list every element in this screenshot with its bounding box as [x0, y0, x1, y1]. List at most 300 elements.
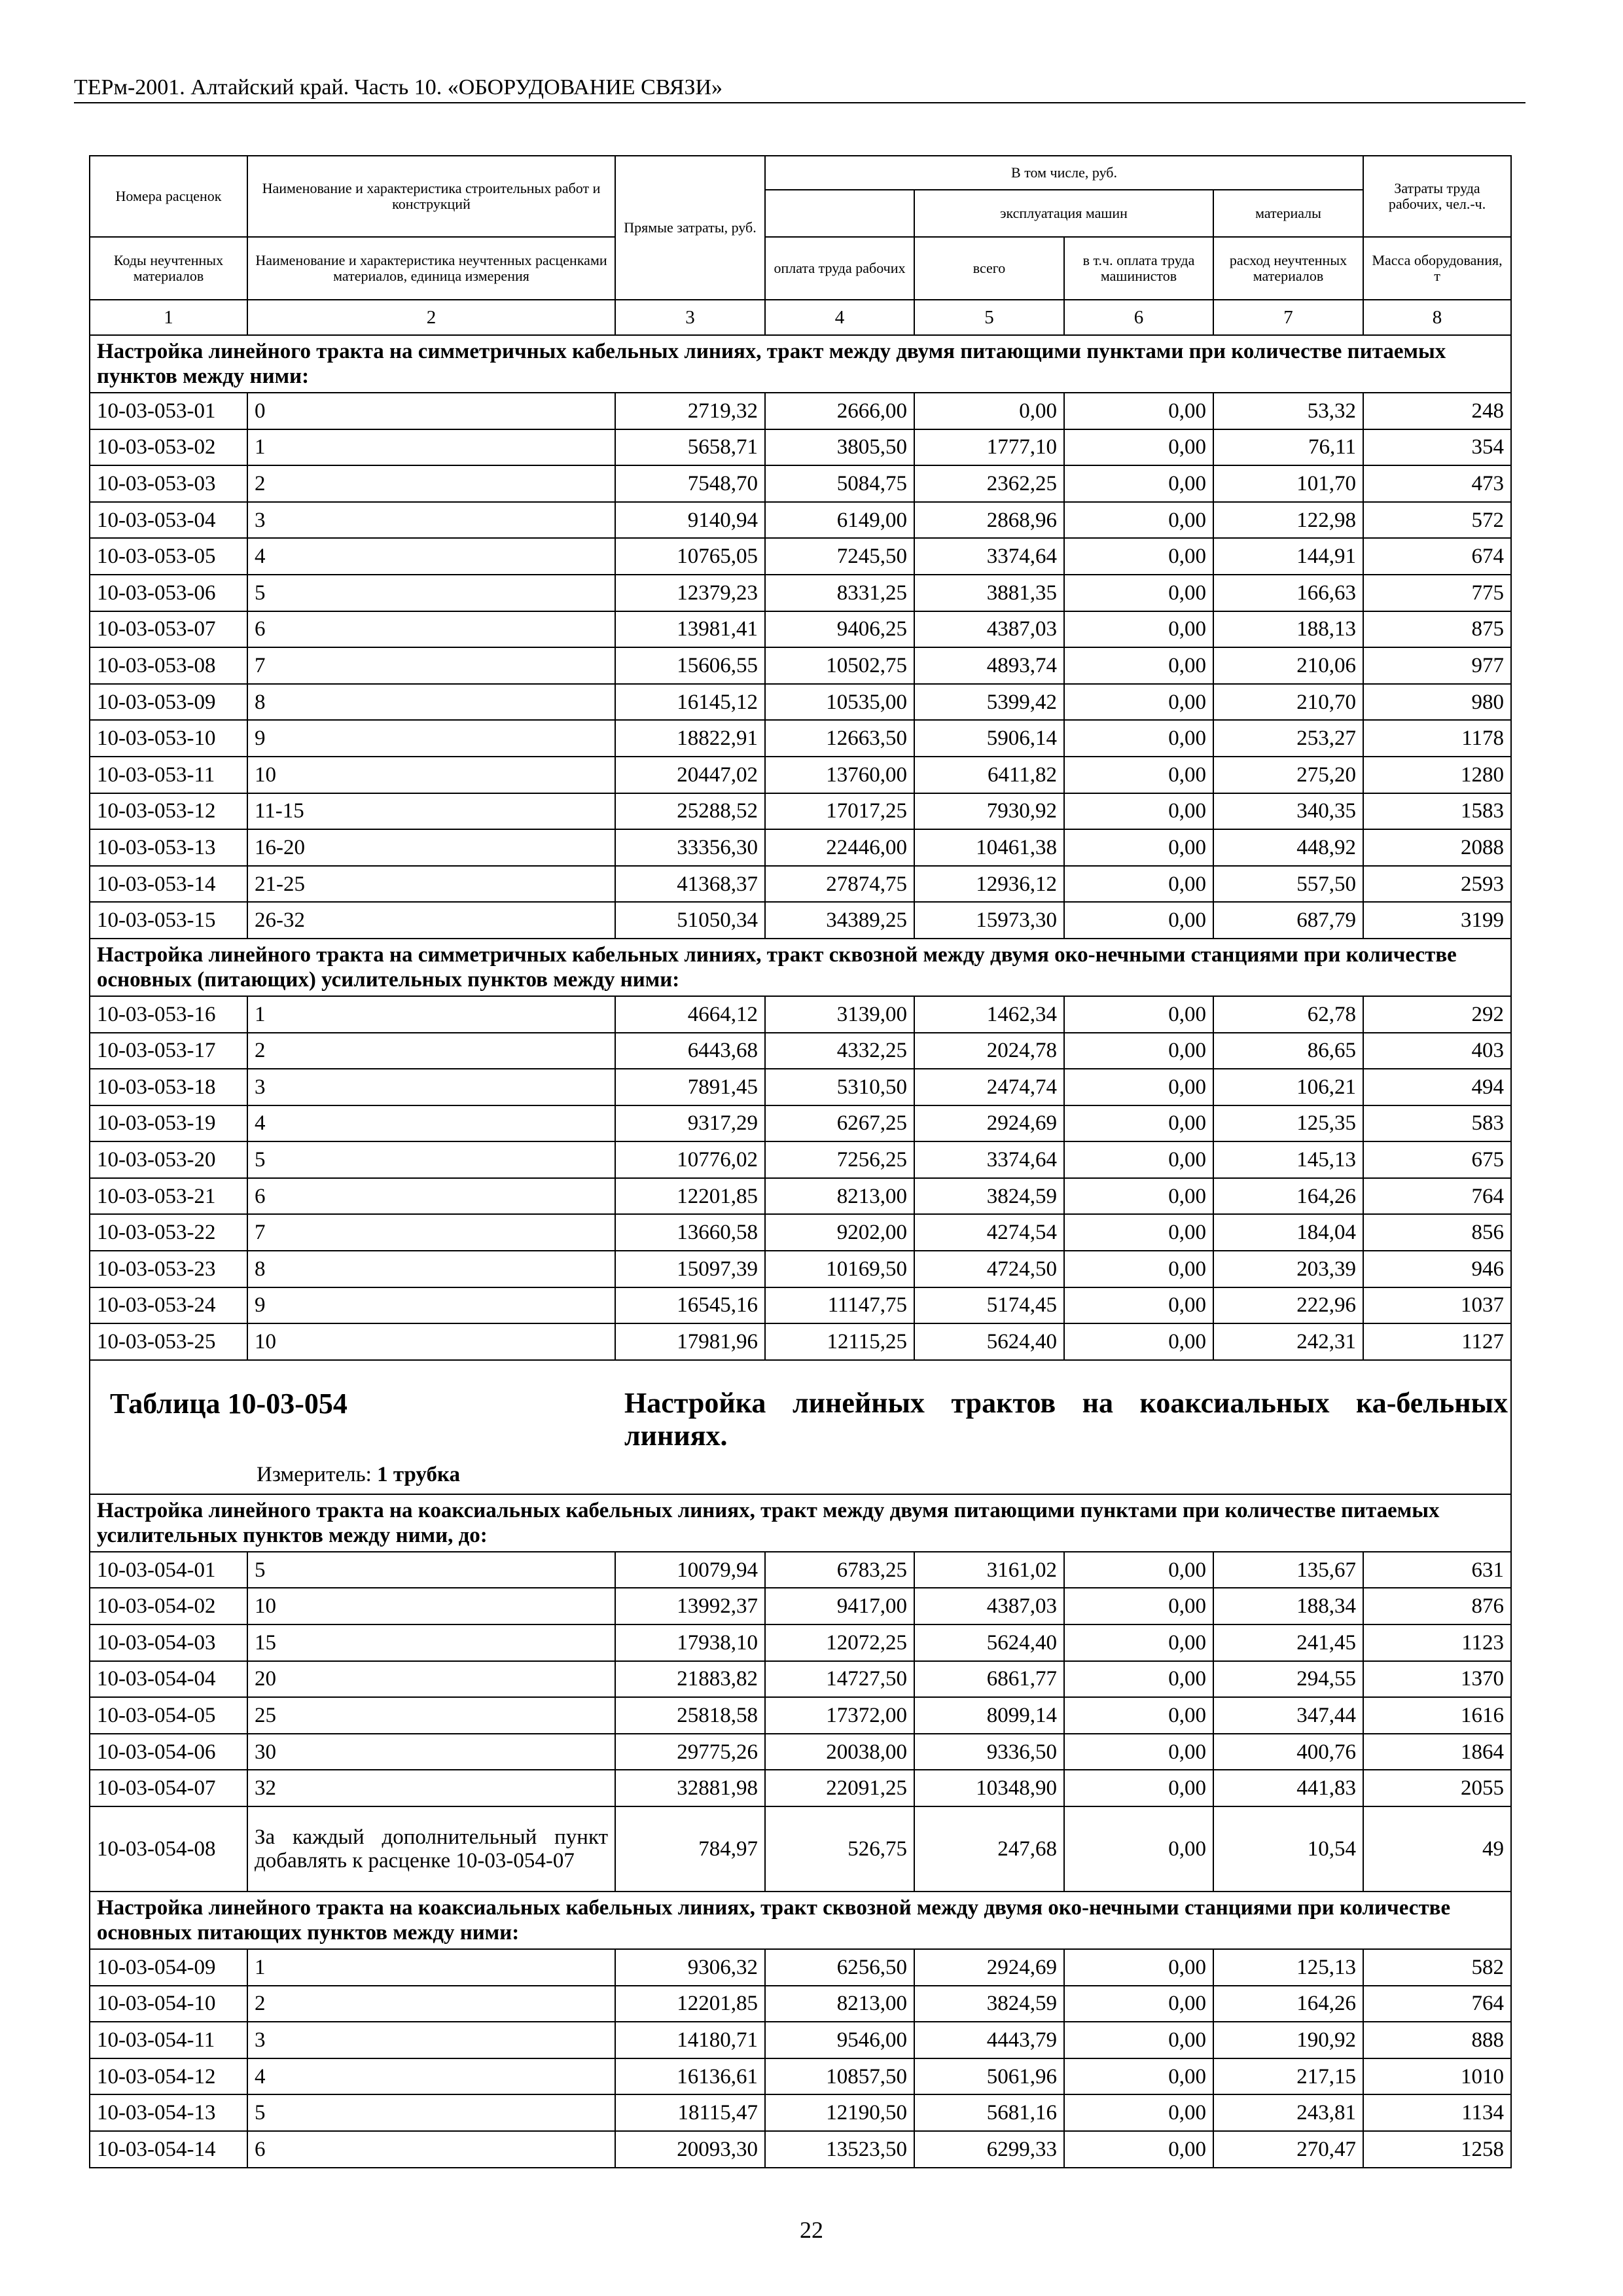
rate-parameter: 16-20: [247, 829, 615, 866]
materials: 166,63: [1213, 575, 1363, 611]
rate-code: 10-03-054-07: [90, 1770, 247, 1806]
table-row: [90, 793, 1511, 830]
rate-parameter: 8: [247, 1251, 615, 1287]
operator-pay: 0,00: [1064, 1105, 1213, 1142]
materials: 188,13: [1213, 611, 1363, 648]
worker-pay: 9417,00: [765, 1588, 914, 1624]
header-direct-costs: Прямые затраты, руб.: [615, 156, 765, 300]
rate-code: 10-03-053-18: [90, 1069, 247, 1105]
rate-code: 10-03-053-22: [90, 1214, 247, 1251]
operator-pay: 0,00: [1064, 1770, 1213, 1806]
operator-pay: 0,00: [1064, 1588, 1213, 1624]
rate-parameter: 5: [247, 1141, 615, 1178]
rate-parameter: 1: [247, 996, 615, 1033]
rate-parameter: 6: [247, 1178, 615, 1215]
labor-costs: 980: [1363, 684, 1511, 721]
operator-pay: 0,00: [1064, 1069, 1213, 1105]
table-row: [90, 996, 1511, 1033]
machines-total: 2362,25: [914, 465, 1064, 502]
section-row: [90, 939, 1511, 996]
labor-costs: 1370: [1363, 1661, 1511, 1698]
labor-costs: 674: [1363, 538, 1511, 575]
machines-total: 247,68: [914, 1806, 1064, 1892]
materials: 210,70: [1213, 684, 1363, 721]
operator-pay: 0,00: [1064, 502, 1213, 539]
operator-pay: 0,00: [1064, 684, 1213, 721]
direct-costs: 5658,71: [615, 429, 765, 466]
machines-total: 1777,10: [914, 429, 1064, 466]
table-row: [90, 647, 1511, 684]
direct-costs: 4664,12: [615, 996, 765, 1033]
worker-pay: 5084,75: [765, 465, 914, 502]
column-number: 3: [615, 300, 765, 335]
direct-costs: 21883,82: [615, 1661, 765, 1698]
rate-parameter: 30: [247, 1734, 615, 1770]
rate-parameter: 8: [247, 684, 615, 721]
table-row: [90, 1986, 1511, 2022]
labor-costs: 3199: [1363, 902, 1511, 939]
header-worker-pay: оплата труда рабочих: [765, 237, 914, 300]
section-heading: Настройка линейного тракта на коаксиальных кабельных линиях, тракт между двумя питающими пунктами при количестве питаемых усилительных пунктов между ними, до:: [90, 1494, 1511, 1552]
table-row: [90, 611, 1511, 648]
worker-pay: 11147,75: [765, 1287, 914, 1324]
table-row: [90, 757, 1511, 793]
rate-code: 10-03-053-25: [90, 1323, 247, 1360]
operator-pay: 0,00: [1064, 2094, 1213, 2131]
direct-costs: 51050,34: [615, 902, 765, 939]
worker-pay: 2666,00: [765, 393, 914, 429]
rate-parameter: 32: [247, 1770, 615, 1806]
operator-pay: 0,00: [1064, 2131, 1213, 2168]
column-number: 8: [1363, 300, 1511, 335]
table-row: [90, 429, 1511, 466]
rate-code: 10-03-054-14: [90, 2131, 247, 2168]
table-row: [90, 538, 1511, 575]
rate-code: 10-03-054-10: [90, 1986, 247, 2022]
materials: 122,98: [1213, 502, 1363, 539]
operator-pay: 0,00: [1064, 996, 1213, 1033]
rate-code: 10-03-053-23: [90, 1251, 247, 1287]
rate-code: 10-03-053-14: [90, 866, 247, 903]
labor-costs: 1134: [1363, 2094, 1511, 2131]
labor-costs: 582: [1363, 1949, 1511, 1986]
table-row: [90, 684, 1511, 721]
materials: 125,35: [1213, 1105, 1363, 1142]
rate-parameter: 21-25: [247, 866, 615, 903]
table-row: [90, 720, 1511, 757]
labor-costs: 1280: [1363, 757, 1511, 793]
worker-pay: 14727,50: [765, 1661, 914, 1698]
rate-parameter: 11-15: [247, 793, 615, 830]
machines-total: 3824,59: [914, 1986, 1064, 2022]
rate-code: 10-03-053-05: [90, 538, 247, 575]
operator-pay: 0,00: [1064, 2022, 1213, 2058]
rate-parameter: 1: [247, 429, 615, 466]
machines-total: 6299,33: [914, 2131, 1064, 2168]
labor-costs: 354: [1363, 429, 1511, 466]
materials: 253,27: [1213, 720, 1363, 757]
materials: 241,45: [1213, 1624, 1363, 1661]
table-row: [90, 1105, 1511, 1142]
rate-parameter: 2: [247, 465, 615, 502]
worker-pay: 6783,25: [765, 1552, 914, 1588]
direct-costs: 41368,37: [615, 866, 765, 903]
rate-parameter: 4: [247, 1105, 615, 1142]
column-number: 4: [765, 300, 914, 335]
worker-pay: 8331,25: [765, 575, 914, 611]
table-row: [90, 2022, 1511, 2058]
direct-costs: 16145,12: [615, 684, 765, 721]
operator-pay: 0,00: [1064, 393, 1213, 429]
rate-code: 10-03-053-24: [90, 1287, 247, 1324]
direct-costs: 784,97: [615, 1806, 765, 1892]
labor-costs: 572: [1363, 502, 1511, 539]
worker-pay: 17017,25: [765, 793, 914, 830]
machines-total: 5624,40: [914, 1624, 1064, 1661]
materials: 243,81: [1213, 2094, 1363, 2131]
table-row: [90, 502, 1511, 539]
labor-costs: 1127: [1363, 1323, 1511, 1360]
operator-pay: 0,00: [1064, 611, 1213, 648]
rate-code: 10-03-053-12: [90, 793, 247, 830]
header-work-name: Наименование и характеристика строительных работ и конструкций: [247, 156, 615, 237]
rate-code: 10-03-053-07: [90, 611, 247, 648]
machines-total: 1462,34: [914, 996, 1064, 1033]
operator-pay: 0,00: [1064, 720, 1213, 757]
labor-costs: 494: [1363, 1069, 1511, 1105]
materials: 144,91: [1213, 538, 1363, 575]
labor-costs: 248: [1363, 393, 1511, 429]
materials: 10,54: [1213, 1806, 1363, 1892]
machines-total: 5174,45: [914, 1287, 1064, 1324]
materials: 101,70: [1213, 465, 1363, 502]
labor-costs: 403: [1363, 1033, 1511, 1069]
rate-parameter: 5: [247, 575, 615, 611]
machines-total: 4724,50: [914, 1251, 1064, 1287]
machines-total: 6861,77: [914, 1661, 1064, 1698]
table-row: [90, 829, 1511, 866]
rate-parameter: 25: [247, 1697, 615, 1734]
machines-total: 9336,50: [914, 1734, 1064, 1770]
materials: 164,26: [1213, 1986, 1363, 2022]
materials: 448,92: [1213, 829, 1363, 866]
table-row: [90, 1214, 1511, 1251]
machines-total: 4387,03: [914, 1588, 1064, 1624]
machines-total: 0,00: [914, 393, 1064, 429]
table-row: [90, 393, 1511, 429]
rate-code: 10-03-053-10: [90, 720, 247, 757]
operator-pay: 0,00: [1064, 793, 1213, 830]
materials: 53,32: [1213, 393, 1363, 429]
direct-costs: 12201,85: [615, 1986, 765, 2022]
worker-pay: 6256,50: [765, 1949, 914, 1986]
operator-pay: 0,00: [1064, 1214, 1213, 1251]
materials: 184,04: [1213, 1214, 1363, 1251]
direct-costs: 7548,70: [615, 465, 765, 502]
worker-pay: 22446,00: [765, 829, 914, 866]
labor-costs: 775: [1363, 575, 1511, 611]
direct-costs: 13981,41: [615, 611, 765, 648]
worker-pay: 10169,50: [765, 1251, 914, 1287]
worker-pay: 4332,25: [765, 1033, 914, 1069]
worker-pay: 9202,00: [765, 1214, 914, 1251]
materials: 86,65: [1213, 1033, 1363, 1069]
rate-parameter: 3: [247, 2022, 615, 2058]
table-row: [90, 902, 1511, 939]
materials: 62,78: [1213, 996, 1363, 1033]
column-number: 7: [1213, 300, 1363, 335]
header-in-total: В том числе, руб.: [765, 156, 1363, 190]
direct-costs: 25288,52: [615, 793, 765, 830]
table-row: [90, 1624, 1511, 1661]
machines-total: 4274,54: [914, 1214, 1064, 1251]
machines-total: 3374,64: [914, 538, 1064, 575]
rate-code: 10-03-053-03: [90, 465, 247, 502]
rate-parameter: 6: [247, 2131, 615, 2168]
worker-pay: 17372,00: [765, 1697, 914, 1734]
worker-pay: 27874,75: [765, 866, 914, 903]
table-row: [90, 575, 1511, 611]
direct-costs: 7891,45: [615, 1069, 765, 1105]
operator-pay: 0,00: [1064, 866, 1213, 903]
rate-parameter: 2: [247, 1033, 615, 1069]
direct-costs: 18115,47: [615, 2094, 765, 2131]
worker-pay: 6267,25: [765, 1105, 914, 1142]
rate-code: 10-03-054-13: [90, 2094, 247, 2131]
labor-costs: 977: [1363, 647, 1511, 684]
section-heading: Настройка линейного тракта на симметричных кабельных линиях, тракт между двумя питающими пунктами при количестве питаемых пунктов между ними:: [90, 335, 1511, 393]
direct-costs: 6443,68: [615, 1033, 765, 1069]
header-labor-costs: Затраты труда рабочих, чел.-ч.: [1363, 156, 1511, 237]
rate-parameter: 26-32: [247, 902, 615, 939]
materials: 441,83: [1213, 1770, 1363, 1806]
materials: 222,96: [1213, 1287, 1363, 1324]
operator-pay: 0,00: [1064, 2058, 1213, 2095]
operator-pay: 0,00: [1064, 1178, 1213, 1215]
direct-costs: 20093,30: [615, 2131, 765, 2168]
labor-costs: 631: [1363, 1552, 1511, 1588]
rate-parameter: 4: [247, 2058, 615, 2095]
rate-parameter: 9: [247, 1287, 615, 1324]
direct-costs: 10079,94: [615, 1552, 765, 1588]
operator-pay: 0,00: [1064, 1033, 1213, 1069]
operator-pay: 0,00: [1064, 1251, 1213, 1287]
labor-costs: 2593: [1363, 866, 1511, 903]
materials: 217,15: [1213, 2058, 1363, 2095]
measure-value: 1 трубка: [377, 1462, 460, 1486]
table-row: [90, 1949, 1511, 1986]
table-row: [90, 1323, 1511, 1360]
operator-pay: 0,00: [1064, 647, 1213, 684]
operator-pay: 0,00: [1064, 757, 1213, 793]
measure-label: Измеритель:: [257, 1462, 372, 1486]
header-equipment-mass: Масса оборудования, т: [1363, 237, 1511, 300]
table-row: [90, 1806, 1511, 1892]
table-row: [90, 2094, 1511, 2131]
materials: 270,47: [1213, 2131, 1363, 2168]
header-material-codes: Коды неучтенных материалов: [90, 237, 247, 300]
worker-pay: 8213,00: [765, 1178, 914, 1215]
direct-costs: 2719,32: [615, 393, 765, 429]
table-number-title: Таблица 10-03-054: [110, 1387, 348, 1420]
table-title-row: [90, 1360, 1511, 1494]
table-caption: Настройка линейных трактов на коаксиальных ка-бельных линиях.: [624, 1386, 1508, 1452]
rate-parameter: 20: [247, 1661, 615, 1698]
operator-pay: 0,00: [1064, 429, 1213, 466]
materials: 347,44: [1213, 1697, 1363, 1734]
table-title-cell: [90, 1360, 1511, 1494]
operator-pay: 0,00: [1064, 538, 1213, 575]
rate-code: 10-03-053-11: [90, 757, 247, 793]
table-row: [90, 1141, 1511, 1178]
direct-costs: 17981,96: [615, 1323, 765, 1360]
direct-costs: 33356,30: [615, 829, 765, 866]
rate-parameter: 3: [247, 502, 615, 539]
worker-pay: 8213,00: [765, 1986, 914, 2022]
rate-code: 10-03-053-04: [90, 502, 247, 539]
worker-pay: 3805,50: [765, 429, 914, 466]
direct-costs: 32881,98: [615, 1770, 765, 1806]
direct-costs: 10776,02: [615, 1141, 765, 1178]
labor-costs: 2088: [1363, 829, 1511, 866]
section-heading: Настройка линейного тракта на коаксиальных кабельных линиях, тракт сквозной между двумя око-нечными станциями при количестве основных питающих пунктов между ними:: [90, 1892, 1511, 1949]
rate-parameter: 4: [247, 538, 615, 575]
rate-code: 10-03-053-19: [90, 1105, 247, 1142]
labor-costs: 764: [1363, 1178, 1511, 1215]
labor-costs: 946: [1363, 1251, 1511, 1287]
column-numbers-row: [90, 300, 1511, 335]
machines-total: 7930,92: [914, 793, 1064, 830]
rate-code: 10-03-053-08: [90, 647, 247, 684]
section-row: [90, 335, 1511, 393]
labor-costs: 1178: [1363, 720, 1511, 757]
table-row: [90, 1069, 1511, 1105]
materials: 106,21: [1213, 1069, 1363, 1105]
direct-costs: 12201,85: [615, 1178, 765, 1215]
direct-costs: 9306,32: [615, 1949, 765, 1986]
header-material-use: расход неучтенных материалов: [1213, 237, 1363, 300]
materials: 400,76: [1213, 1734, 1363, 1770]
rate-parameter: 2: [247, 1986, 615, 2022]
rate-parameter: 6: [247, 611, 615, 648]
header-blank: [765, 190, 914, 237]
labor-costs: 2055: [1363, 1770, 1511, 1806]
rate-code: 10-03-053-16: [90, 996, 247, 1033]
labor-costs: 876: [1363, 1588, 1511, 1624]
operator-pay: 0,00: [1064, 902, 1213, 939]
materials: 687,79: [1213, 902, 1363, 939]
rate-code: 10-03-054-03: [90, 1624, 247, 1661]
rate-code: 10-03-054-02: [90, 1588, 247, 1624]
rate-parameter: 7: [247, 1214, 615, 1251]
machines-total: 2924,69: [914, 1105, 1064, 1142]
table-row: [90, 1251, 1511, 1287]
machines-total: 5399,42: [914, 684, 1064, 721]
materials: 294,55: [1213, 1661, 1363, 1698]
operator-pay: 0,00: [1064, 1323, 1213, 1360]
materials: 188,34: [1213, 1588, 1363, 1624]
rate-parameter: 1: [247, 1949, 615, 1986]
materials: 190,92: [1213, 2022, 1363, 2058]
operator-pay: 0,00: [1064, 1734, 1213, 1770]
labor-costs: 1123: [1363, 1624, 1511, 1661]
labor-costs: 856: [1363, 1214, 1511, 1251]
table-row: [90, 1588, 1511, 1624]
materials: 340,35: [1213, 793, 1363, 830]
rate-code: 10-03-053-15: [90, 902, 247, 939]
labor-costs: 473: [1363, 465, 1511, 502]
direct-costs: 9140,94: [615, 502, 765, 539]
machines-total: 12936,12: [914, 866, 1064, 903]
rate-code: 10-03-054-01: [90, 1552, 247, 1588]
rate-code: 10-03-053-17: [90, 1033, 247, 1069]
rate-code: 10-03-053-21: [90, 1178, 247, 1215]
materials: 557,50: [1213, 866, 1363, 903]
table-row: [90, 2058, 1511, 2095]
direct-costs: 15097,39: [615, 1251, 765, 1287]
labor-costs: 888: [1363, 2022, 1511, 2058]
page-number: 22: [800, 2217, 823, 2243]
worker-pay: 9546,00: [765, 2022, 914, 2058]
header-row-1: [90, 156, 1511, 190]
operator-pay: 0,00: [1064, 1552, 1213, 1588]
materials: 210,06: [1213, 647, 1363, 684]
machines-total: 15973,30: [914, 902, 1064, 939]
rate-parameter: 5: [247, 1552, 615, 1588]
header-total: всего: [914, 237, 1064, 300]
materials: 145,13: [1213, 1141, 1363, 1178]
machines-total: 2868,96: [914, 502, 1064, 539]
materials: 275,20: [1213, 757, 1363, 793]
worker-pay: 12115,25: [765, 1323, 914, 1360]
table-row: [90, 1552, 1511, 1588]
direct-costs: 25818,58: [615, 1697, 765, 1734]
direct-costs: 9317,29: [615, 1105, 765, 1142]
operator-pay: 0,00: [1064, 1949, 1213, 1986]
operator-pay: 0,00: [1064, 1806, 1213, 1892]
materials: 76,11: [1213, 429, 1363, 466]
labor-costs: 675: [1363, 1141, 1511, 1178]
section-row: [90, 1494, 1511, 1552]
rate-code: 10-03-054-05: [90, 1697, 247, 1734]
operator-pay: 0,00: [1064, 1624, 1213, 1661]
rate-parameter: 9: [247, 720, 615, 757]
rate-code: 10-03-053-09: [90, 684, 247, 721]
rate-code: 10-03-054-12: [90, 2058, 247, 2095]
operator-pay: 0,00: [1064, 575, 1213, 611]
worker-pay: 34389,25: [765, 902, 914, 939]
column-number: 2: [247, 300, 615, 335]
direct-costs: 13992,37: [615, 1588, 765, 1624]
worker-pay: 7256,25: [765, 1141, 914, 1178]
rate-parameter: 7: [247, 647, 615, 684]
labor-costs: 292: [1363, 996, 1511, 1033]
table-row: [90, 2131, 1511, 2168]
rate-parameter: 10: [247, 1323, 615, 1360]
column-number: 1: [90, 300, 247, 335]
worker-pay: 10535,00: [765, 684, 914, 721]
table-row: [90, 1734, 1511, 1770]
machines-total: 8099,14: [914, 1697, 1064, 1734]
labor-costs: 49: [1363, 1806, 1511, 1892]
labor-costs: 583: [1363, 1105, 1511, 1142]
worker-pay: 13523,50: [765, 2131, 914, 2168]
rate-code: 10-03-054-08: [90, 1806, 247, 1892]
rate-parameter: 3: [247, 1069, 615, 1105]
machines-total: 3161,02: [914, 1552, 1064, 1588]
header-materials: материалы: [1213, 190, 1363, 237]
worker-pay: 12072,25: [765, 1624, 914, 1661]
